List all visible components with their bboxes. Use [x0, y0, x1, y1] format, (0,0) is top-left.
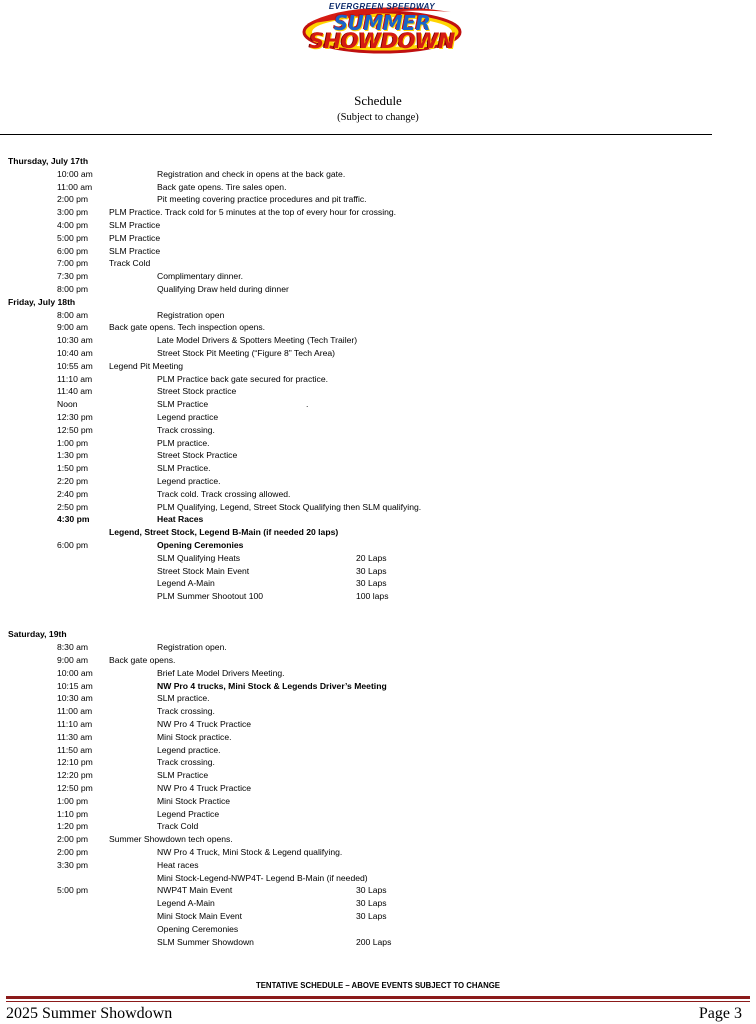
event-description: NW Pro 4 Truck Practice	[157, 719, 252, 730]
header-divider	[0, 134, 712, 135]
schedule-row	[0, 769, 756, 782]
schedule-row	[0, 360, 756, 373]
event-time: 7:00 pm	[57, 258, 89, 269]
event-time: 2:00 pm	[57, 194, 89, 205]
event-time: 2:50 pm	[57, 501, 89, 512]
event-description: PLM Practice back gate secured for practice.	[157, 373, 328, 384]
event-time: 2:00 pm	[57, 834, 89, 845]
event-time: 10:00 am	[57, 168, 93, 179]
event-time: 6:00 pm	[57, 539, 89, 550]
event-time: 6:00 pm	[57, 245, 89, 256]
event-time: 11:40 am	[57, 386, 93, 397]
schedule-row	[0, 245, 756, 258]
event-time: 1:20 pm	[57, 821, 89, 832]
event-time: 12:50 pm	[57, 424, 93, 435]
schedule-row	[0, 347, 756, 360]
event-time: 11:00 am	[57, 706, 93, 717]
spacer	[0, 616, 756, 629]
schedule-row	[0, 168, 756, 181]
schedule-row	[0, 181, 756, 194]
event-logo	[301, 2, 463, 56]
event-description: PLM practice.	[157, 437, 210, 448]
schedule-row	[0, 437, 756, 450]
schedule-row	[0, 539, 756, 552]
schedule-row	[0, 820, 756, 833]
logo-line2: SHOWDOWN	[309, 29, 455, 53]
event-description: Brief Late Model Drivers Meeting.	[157, 667, 285, 678]
event-description: SLM Practice	[109, 219, 161, 230]
event-laps: 30 Laps	[356, 898, 387, 909]
event-time: 4:00 pm	[57, 219, 89, 230]
schedule-row	[0, 219, 756, 232]
schedule-row	[0, 923, 756, 936]
schedule-row	[0, 897, 756, 910]
event-description: Heat Races	[157, 514, 204, 525]
spacer	[0, 603, 756, 616]
schedule-row	[0, 565, 756, 578]
schedule-row	[0, 449, 756, 462]
event-time: 11:50 am	[57, 744, 93, 755]
event-time: 3:00 pm	[57, 207, 89, 218]
schedule-row	[0, 680, 756, 693]
event-description: Back gate opens. Tire sales open.	[157, 181, 287, 192]
schedule-row	[0, 232, 756, 245]
event-description: Track cold. Track crossing allowed.	[157, 488, 291, 499]
schedule-row	[0, 321, 756, 334]
day-heading: Friday, July 18th	[8, 296, 76, 307]
day-heading: Thursday, July 17th	[8, 156, 89, 166]
event-description: Registration open	[157, 309, 225, 320]
schedule-row	[0, 782, 756, 795]
event-description: Mini Stock-Legend-NWP4T- Legend B-Main (if needed)	[157, 872, 368, 883]
schedule-row	[0, 808, 756, 821]
event-description: Opening Ceremonies	[157, 539, 244, 550]
event-time: 5:00 pm	[57, 232, 89, 243]
event-time: 5:00 pm	[57, 885, 89, 896]
event-laps: 30 Laps	[356, 885, 387, 896]
schedule-row	[0, 283, 756, 296]
schedule-row	[0, 718, 756, 731]
event-description: Back gate opens.	[109, 655, 176, 666]
schedule-row	[0, 309, 756, 322]
event-time: 1:10 pm	[57, 808, 89, 819]
schedule-row	[0, 859, 756, 872]
event-time: 2:40 pm	[57, 488, 89, 499]
event-description: Street Stock Practice	[157, 450, 238, 461]
event-laps: 30 Laps	[356, 578, 387, 589]
event-description: NW Pro 4 Truck, Mini Stock & Legend qualifying.	[157, 847, 343, 858]
event-description: Pit meeting covering practice procedures and pit traffic.	[157, 194, 367, 205]
event-time: 1:00 pm	[57, 795, 89, 806]
event-description: SLM Practice	[109, 245, 161, 256]
event-description: NW Pro 4 Truck Practice	[157, 783, 252, 794]
event-description: PLM Practice. Track cold for 5 minutes at the top of every hour for crossing.	[109, 207, 397, 218]
event-description: Registration and check in opens at the back gate.	[157, 168, 346, 179]
event-description: Qualifying Draw held during dinner	[157, 283, 289, 294]
event-description: PLM Summer Shootout 100	[157, 591, 264, 602]
event-description: Street Stock Main Event	[157, 565, 250, 576]
schedule-row	[0, 654, 756, 667]
schedule-row	[0, 590, 756, 603]
event-description: Registration open.	[157, 642, 227, 653]
event-description: Legend Pit Meeting	[109, 360, 184, 371]
event-description: Legend practice.	[157, 744, 221, 755]
event-laps: 20 Laps	[356, 552, 387, 563]
schedule-row	[0, 731, 756, 744]
schedule-row	[0, 846, 756, 859]
page-subtitle: (Subject to change)	[337, 112, 419, 123]
event-description: SLM Practice.	[157, 463, 211, 474]
day-heading-row	[0, 296, 756, 309]
event-description: Track Cold	[157, 821, 199, 832]
schedule-row	[0, 462, 756, 475]
schedule-row	[0, 884, 756, 897]
logo-top-text: EVERGREEN SPEEDWAY	[328, 2, 436, 11]
event-laps: 30 Laps	[356, 565, 387, 576]
event-time: 4:30 pm	[57, 514, 90, 525]
day-heading: Saturday, 19th	[8, 629, 67, 640]
event-description: Late Model Drivers & Spotters Meeting (Tech Trailer)	[157, 335, 358, 346]
schedule-row	[0, 756, 756, 769]
event-description: PLM Qualifying, Legend, Street Stock Qualifying then SLM qualifying.	[157, 501, 422, 512]
event-description: Legend Practice	[157, 808, 220, 819]
schedule-row	[0, 910, 756, 923]
event-time: 11:10 am	[57, 719, 93, 730]
event-description: Legend, Street Stock, Legend B-Main (if needed 20 laps)	[109, 527, 339, 538]
event-time: 12:50 pm	[57, 783, 93, 794]
tentative-note: TENTATIVE SCHEDULE – ABOVE EVENTS SUBJECT TO CHANGE	[255, 981, 501, 990]
event-time: 2:00 pm	[57, 847, 89, 858]
event-description: NW Pro 4 trucks, Mini Stock & Legends Driver’s Meeting	[157, 680, 387, 691]
event-time: 10:00 am	[57, 667, 93, 678]
event-time: 11:30 am	[57, 731, 93, 742]
event-description: Legend A-Main	[157, 578, 215, 589]
event-laps: 30 Laps	[356, 911, 387, 922]
schedule-row	[0, 206, 756, 219]
schedule-row	[0, 424, 756, 437]
event-description: Street Stock Pit Meeting (“Figure 8” Tech Area)	[157, 347, 335, 358]
event-time: 7:30 pm	[57, 271, 89, 282]
schedule-row	[0, 411, 756, 424]
event-time: 12:30 pm	[57, 411, 93, 422]
stray-mark: .	[306, 399, 309, 410]
event-description: Summer Showdown tech opens.	[109, 834, 233, 845]
event-description: NWP4T Main Event	[157, 885, 233, 896]
schedule-row	[0, 373, 756, 386]
schedule-row	[0, 692, 756, 705]
event-description: Mini Stock Practice	[157, 795, 231, 806]
schedule-row	[0, 641, 756, 654]
event-time: 10:30 am	[57, 693, 93, 704]
schedule-row	[0, 795, 756, 808]
schedule-row	[0, 667, 756, 680]
event-time: 8:30 am	[57, 642, 89, 653]
event-description: Track crossing.	[157, 706, 215, 717]
schedule-row	[0, 552, 756, 565]
page-number: Page 3	[698, 1005, 742, 1022]
event-description: Track crossing.	[157, 424, 215, 435]
event-description: SLM Practice	[157, 770, 209, 781]
schedule-row	[0, 334, 756, 347]
schedule-row	[0, 872, 756, 885]
schedule-list	[0, 155, 756, 948]
schedule-row	[0, 257, 756, 270]
event-time: 8:00 am	[57, 309, 89, 320]
event-time: 2:20 pm	[57, 475, 89, 486]
schedule-row	[0, 577, 756, 590]
day-heading-row	[0, 628, 756, 641]
event-description: Back gate opens. Tech inspection opens.	[109, 322, 266, 333]
schedule-row	[0, 513, 756, 526]
event-description: Street Stock practice	[157, 386, 237, 397]
footer-event-name: 2025 Summer Showdown	[6, 1005, 173, 1022]
event-description: Mini Stock practice.	[157, 731, 232, 742]
event-description: Track crossing.	[157, 757, 215, 768]
event-time: 8:00 pm	[57, 283, 89, 294]
schedule-row	[0, 501, 756, 514]
footer-divider-thin	[6, 1001, 750, 1002]
event-time: 11:00 am	[57, 181, 93, 192]
logo-line1: SUMMER	[333, 11, 431, 35]
event-description: SLM Summer Showdown	[157, 936, 254, 947]
event-time: 1:00 pm	[57, 437, 89, 448]
schedule-row	[0, 193, 756, 206]
event-description: SLM Practice	[157, 399, 209, 410]
schedule-row	[0, 833, 756, 846]
event-description: Opening Ceremonies	[157, 923, 239, 934]
event-time: 9:00 am	[57, 655, 89, 666]
event-time: 11:10 am	[57, 373, 93, 384]
event-time: 10:15 am	[57, 680, 93, 691]
schedule-row	[0, 475, 756, 488]
event-description: Heat races	[157, 859, 199, 870]
event-description: Legend practice	[157, 411, 219, 422]
event-description: Mini Stock Main Event	[157, 911, 243, 922]
event-time: 12:10 pm	[57, 757, 93, 768]
event-time: 10:55 am	[57, 360, 93, 371]
event-description: Legend practice.	[157, 475, 221, 486]
event-laps: 200 Laps	[356, 936, 392, 947]
page-title: Schedule	[354, 93, 402, 108]
event-description: Track Cold	[109, 258, 151, 269]
event-description: SLM practice.	[157, 693, 210, 704]
schedule-row	[0, 488, 756, 501]
day-heading-row	[0, 155, 756, 168]
schedule-row	[0, 398, 756, 411]
event-time: 9:00 am	[57, 322, 89, 333]
schedule-row	[0, 526, 756, 539]
event-time: 12:20 pm	[57, 770, 93, 781]
schedule-row	[0, 385, 756, 398]
event-description: PLM Practice	[109, 232, 161, 243]
schedule-row	[0, 705, 756, 718]
footer-divider-thick	[6, 996, 750, 999]
schedule-row	[0, 936, 756, 949]
event-laps: 100 laps	[356, 591, 389, 602]
event-time: 10:30 am	[57, 335, 93, 346]
event-description: Complimentary dinner.	[157, 271, 243, 282]
event-time: 1:50 pm	[57, 463, 89, 474]
event-description: SLM Qualifying Heats	[157, 552, 241, 563]
event-time: Noon	[57, 399, 78, 410]
event-time: 10:40 am	[57, 347, 93, 358]
event-description: Legend A-Main	[157, 898, 215, 909]
event-time: 1:30 pm	[57, 450, 89, 461]
schedule-row	[0, 744, 756, 757]
schedule-row	[0, 270, 756, 283]
event-time: 3:30 pm	[57, 859, 89, 870]
